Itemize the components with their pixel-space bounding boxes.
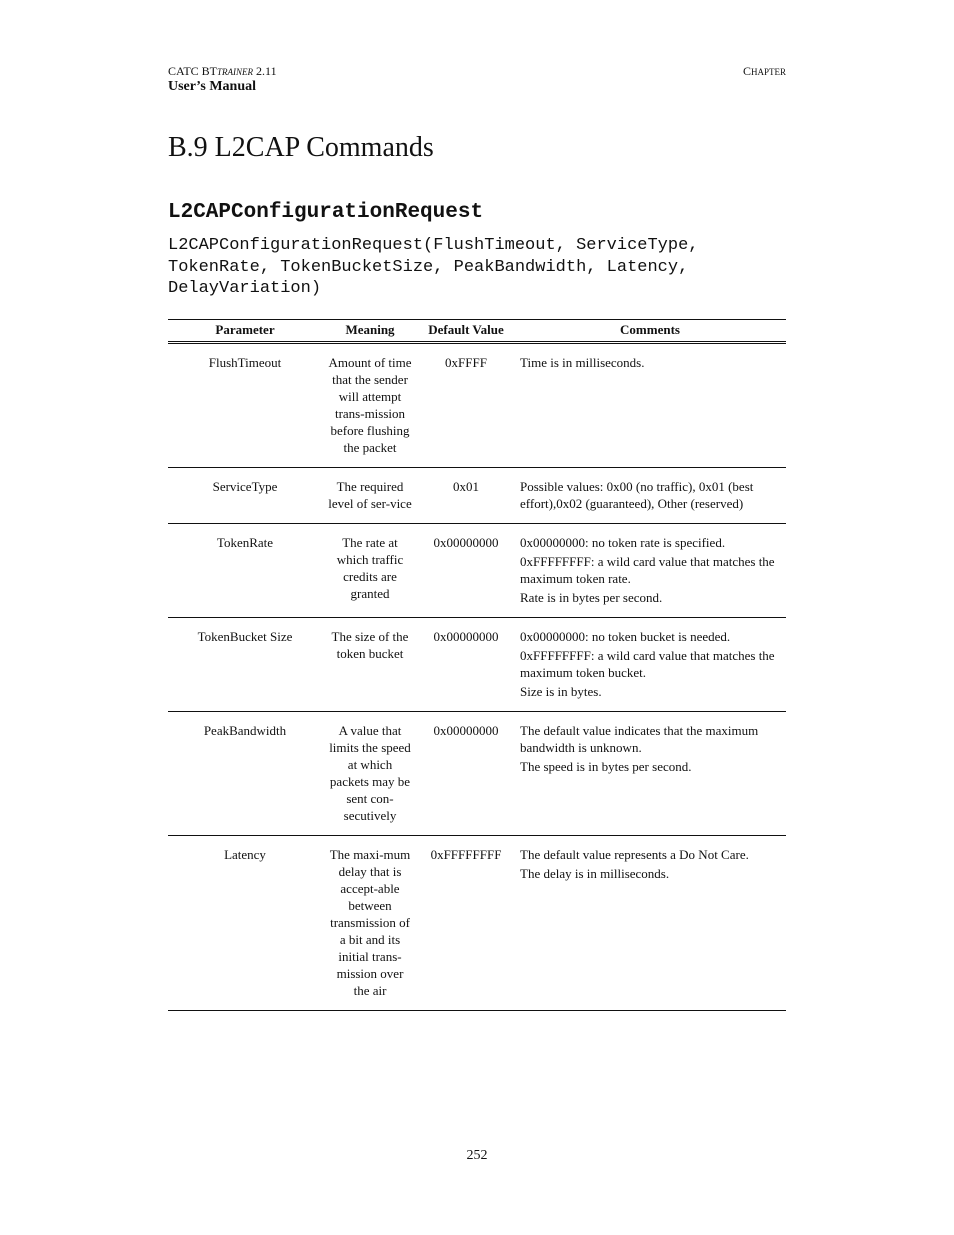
comment-line: 0x00000000: no token rate is specified. (520, 535, 726, 550)
header-product (168, 64, 277, 79)
cell-meaning: The maxi-mum delay that is accept-able between transmission of a bit and its initial trans-mission over the air (322, 836, 418, 1011)
cell-comments (514, 712, 786, 836)
cell-parameter: FlushTimeout (168, 343, 322, 468)
cell-default: 0x00000000 (418, 712, 514, 836)
table-header-row (168, 320, 786, 343)
cell-parameter: Latency (168, 836, 322, 1011)
table-row (168, 343, 786, 468)
cell-parameter: PeakBandwidth (168, 712, 322, 836)
comment-line: 0x00000000: no token bucket is needed. (520, 629, 731, 644)
cell-meaning: The required level of ser-vice (322, 468, 418, 524)
cell-parameter: ServiceType (168, 468, 322, 524)
comment-line: Rate is in bytes per second. (520, 590, 663, 605)
header-chapter (743, 64, 786, 79)
cell-meaning: A value that limits the speed at which packets may be sent con-secutively (322, 712, 418, 836)
cell-comments (514, 343, 786, 468)
cell-default: 0xFFFF (418, 343, 514, 468)
cell-comments (514, 836, 786, 1011)
table-row (168, 524, 786, 618)
cell-parameter: TokenBucket Size (168, 618, 322, 712)
page-number: 252 (466, 1148, 488, 1163)
header-product-prefix: CATC BT (168, 64, 218, 78)
header-product-name: TRAINER (217, 67, 254, 77)
table-row (168, 712, 786, 836)
cell-default: 0xFFFFFFFF (418, 836, 514, 1011)
comment-line: The default value indicates that the maximum bandwidth is unknown. (520, 723, 759, 755)
comment-line: The speed is in bytes per second. (520, 759, 692, 774)
parameter-table (168, 319, 786, 1011)
col-header-meaning: Meaning (322, 320, 418, 343)
command-signature: L2CAPConfigurationRequest(FlushTimeout, ServiceType, TokenRate, TokenBucketSize, PeakBandwidth, Latency, DelayVariation) (168, 236, 699, 298)
table-row (168, 618, 786, 712)
header-chapter-rest: HAPTER (750, 67, 786, 77)
comment-line: The default value represents a Do Not Care. (520, 847, 749, 862)
cell-meaning: The rate at which traffic credits are granted (322, 524, 418, 618)
col-header-default: Default Value (418, 320, 514, 343)
cell-parameter: TokenRate (168, 524, 322, 618)
section-title: B.9 L2CAP Commands (168, 132, 434, 163)
header-product-version: 2.11 (253, 64, 277, 78)
table-row (168, 468, 786, 524)
comment-line: 0xFFFFFFFF: a wild card value that matches the maximum token bucket. (520, 648, 775, 680)
header-manual: User’s Manual (168, 79, 257, 94)
cell-meaning: Amount of time that the sender will attempt trans-mission before flushing the packet (322, 343, 418, 468)
comment-line: Time is in milliseconds. (520, 355, 645, 370)
cell-comments (514, 618, 786, 712)
cell-meaning: The size of the token bucket (322, 618, 418, 712)
cell-comments (514, 524, 786, 618)
cell-default: 0x00000000 (418, 618, 514, 712)
comment-line: 0xFFFFFFFF: a wild card value that matches the maximum token rate. (520, 554, 775, 586)
comment-line: Size is in bytes. (520, 684, 602, 699)
running-header (168, 64, 786, 79)
command-title: L2CAPConfigurationRequest (168, 201, 484, 224)
cell-default: 0x01 (418, 468, 514, 524)
comment-line: The delay is in milliseconds. (520, 866, 670, 881)
cell-default: 0x00000000 (418, 524, 514, 618)
col-header-comments: Comments (514, 320, 786, 343)
cell-comments (514, 468, 786, 524)
col-header-parameter: Parameter (168, 320, 322, 343)
comment-line: Possible values: 0x00 (no traffic), 0x01 (best effort),0x02 (guaranteed), Other (reserved) (520, 479, 754, 511)
table-row (168, 836, 786, 1011)
header-chapter-initial: C (742, 64, 751, 78)
